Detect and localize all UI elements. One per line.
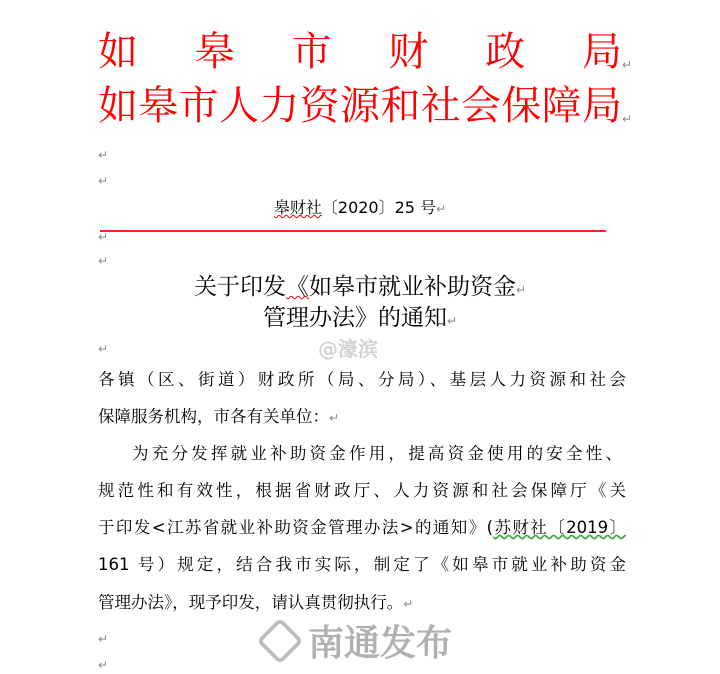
reference-number: 苏财社〔2019〕 (493, 518, 626, 537)
body-line (98, 517, 626, 539)
weibo-watermark: @濠滨 (318, 337, 378, 361)
paragraph-mark: ↵ (98, 230, 109, 244)
paragraph-mark: ↵ (436, 202, 447, 216)
paragraph-mark: ↵ (98, 632, 109, 646)
paragraph-mark: ↵ (446, 314, 458, 328)
nantong-release-watermark (258, 615, 452, 666)
nantong-logo-icon (257, 617, 304, 664)
notice-title-line1 (0, 272, 720, 305)
paragraph-mark: ↵ (622, 58, 633, 72)
body-line: 各镇（区、街道）财政所（局、分局）、基层人力资源和社会 (98, 370, 626, 389)
body-line: 161 号）规定，结合我市实际，制定了《如皋市就业补助资金 (98, 555, 626, 574)
body-line (98, 406, 626, 429)
paragraph-mark: ↵ (98, 342, 109, 356)
title-bracket: 《 (285, 274, 309, 300)
paragraph-mark: ↵ (98, 254, 109, 268)
document-number (0, 195, 720, 218)
issuer-header-hrss: 如皋市人力资源和社会保障局 (98, 83, 622, 129)
title-text: 关于印发 (193, 274, 286, 300)
notice-title-line2 (0, 303, 720, 336)
paragraph-mark: ↵ (98, 658, 109, 672)
issuer-header-finance: 如皋市财政局 (98, 29, 622, 75)
body-text: 于印发<江苏省就业补助资金管理办法>的通知》( (98, 518, 494, 537)
addressee-text: 保障服务机构，市各有关单位： (98, 407, 329, 426)
title-text: 管理办法》的通知 (262, 305, 447, 331)
doc-number-rest: 〔2020〕25 号 (321, 198, 437, 217)
watermark-text: 南通发布 (308, 623, 453, 664)
doc-number-prefix: 皋财社 (273, 198, 322, 217)
paragraph-mark: ↵ (98, 174, 109, 188)
body-line (98, 592, 626, 615)
paragraph-mark: ↵ (329, 411, 340, 425)
red-divider-line (100, 230, 606, 232)
paragraph-mark: ↵ (515, 283, 527, 297)
body-line: 规范性和有效性，根据省财政厅、人力资源和社会保障厅《关 (98, 481, 626, 500)
paragraph-mark: ↵ (403, 597, 414, 611)
paragraph-mark: ↵ (622, 112, 633, 126)
title-text: 如皋市就业补助资金 (308, 274, 516, 300)
body-line: 为充分发挥就业补助资金作用，提高资金使用的安全性、 (132, 444, 622, 463)
paragraph-mark: ↵ (98, 148, 109, 162)
body-text: 管理办法》，现予印发，请认真贯彻执行。 (98, 593, 404, 612)
